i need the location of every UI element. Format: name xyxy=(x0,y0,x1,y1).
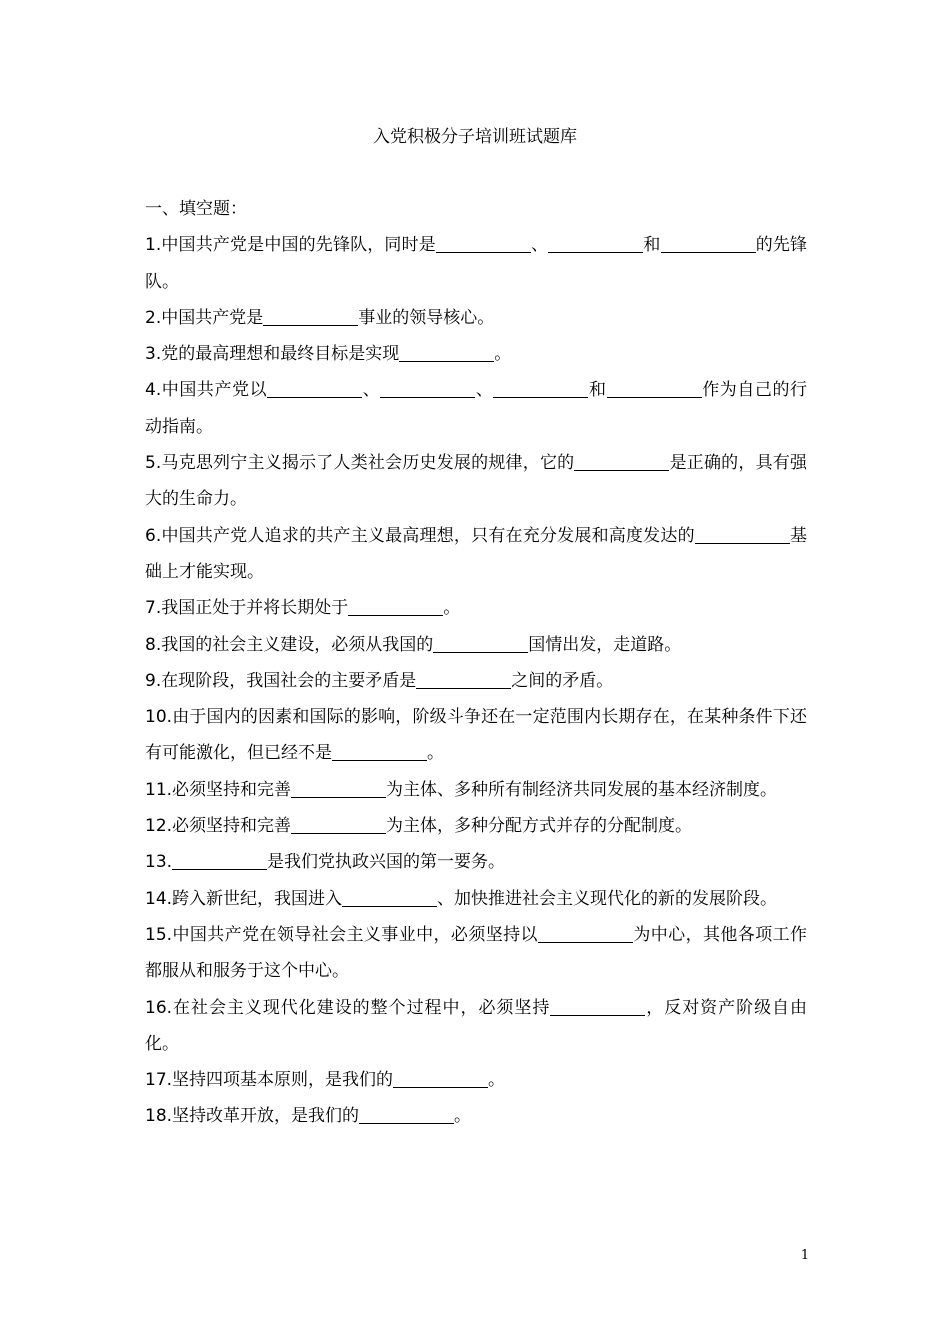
page-number: 1 xyxy=(800,1248,810,1263)
question-number: 15. xyxy=(145,924,173,945)
question-number: 18. xyxy=(145,1106,173,1127)
question-text: ，反对资产阶级自由化。 xyxy=(145,997,808,1054)
answer-blank[interactable] xyxy=(291,816,386,834)
question-text: 之间的矛盾。 xyxy=(511,670,614,691)
question-text: 中国共产党在领导社会主义事业中，必须坚持以 xyxy=(172,924,538,945)
question-11 xyxy=(145,772,807,808)
question-text: 我国的社会主义建设，必须从我国的 xyxy=(161,634,434,655)
answer-blank[interactable] xyxy=(436,235,531,253)
question-text: 由于国内的因素和国际的影响，阶级斗争还在一定范围内长期存在，在某种条件下还有可能激化，但已经不是 xyxy=(145,707,807,764)
question-8 xyxy=(145,627,807,663)
question-text: 在现阶段，我国社会的主要矛盾是 xyxy=(161,670,417,691)
answer-blank[interactable] xyxy=(433,635,528,653)
question-7 xyxy=(145,590,807,626)
question-number: 4. xyxy=(145,380,162,401)
question-text: 必须坚持和完善 xyxy=(172,816,292,837)
answer-blank[interactable] xyxy=(399,344,494,362)
question-text: 中国共产党是中国的先锋队，同时是 xyxy=(161,235,436,256)
answer-blank[interactable] xyxy=(291,780,386,798)
question-text: 、 xyxy=(530,235,549,256)
question-text: 为主体、多种所有制经济共同发展的基本经济制度。 xyxy=(386,779,778,800)
question-text: 。 xyxy=(488,1070,506,1091)
question-text: 。 xyxy=(427,743,444,764)
question-text: 基础上才能实现。 xyxy=(145,525,808,582)
question-number: 13. xyxy=(145,852,173,873)
question-text: 。 xyxy=(443,598,461,619)
question-text: 在社会主义现代化建设的整个过程中，必须坚持 xyxy=(172,997,551,1018)
answer-blank[interactable] xyxy=(574,453,669,471)
question-number: 12. xyxy=(145,816,173,837)
question-number: 2. xyxy=(145,307,162,328)
answer-blank[interactable] xyxy=(380,380,475,398)
answer-blank[interactable] xyxy=(661,235,756,253)
question-text: 为中心，其他各项工作都服从和服务于这个中心。 xyxy=(145,924,808,982)
answer-blank[interactable] xyxy=(263,308,358,326)
question-17 xyxy=(145,1062,807,1098)
question-number: 5. xyxy=(145,453,162,474)
question-text: 坚持改革开放，是我们的 xyxy=(172,1106,360,1127)
question-text: 事业的领导核心。 xyxy=(358,307,495,328)
question-13 xyxy=(145,844,807,880)
question-text: 的先锋队。 xyxy=(145,235,808,292)
question-text: 中国共产党以 xyxy=(161,380,268,401)
answer-blank[interactable] xyxy=(348,598,443,616)
question-text: 是正确的，具有强大的生命力。 xyxy=(145,453,807,510)
answer-blank[interactable] xyxy=(359,1106,454,1124)
answer-blank[interactable] xyxy=(550,998,645,1016)
question-9 xyxy=(145,663,807,699)
question-15 xyxy=(145,917,807,990)
question-text: 、 xyxy=(362,380,381,401)
question-text: 坚持四项基本原则，是我们的 xyxy=(172,1070,394,1091)
question-18 xyxy=(145,1098,807,1134)
question-text: 国情出发，走道路。 xyxy=(528,634,682,655)
question-text: 必须坚持和完善 xyxy=(172,779,292,800)
question-text: 。 xyxy=(494,344,512,365)
question-text: 跨入新世纪，我国进入 xyxy=(172,888,343,909)
question-16 xyxy=(145,990,807,1063)
question-text: 为主体，多种分配方式并存的分配制度。 xyxy=(386,816,693,837)
question-5 xyxy=(145,445,807,518)
question-10 xyxy=(145,699,807,772)
answer-blank[interactable] xyxy=(332,743,427,761)
question-number: 7. xyxy=(145,598,162,619)
question-number: 10. xyxy=(145,707,173,728)
question-text: 党的最高理想和最终目标是实现 xyxy=(161,344,400,365)
question-number: 17. xyxy=(145,1070,173,1091)
question-text: 中国共产党是 xyxy=(161,307,264,328)
question-number: 11. xyxy=(145,779,173,800)
question-text: 、 xyxy=(475,380,494,401)
question-text: 和 xyxy=(588,380,607,401)
question-number: 9. xyxy=(145,670,162,691)
question-text: 作为自己的行动指南。 xyxy=(145,380,808,437)
answer-blank[interactable] xyxy=(695,526,790,544)
answer-blank[interactable] xyxy=(172,852,267,870)
question-number: 14. xyxy=(145,888,173,909)
answer-blank[interactable] xyxy=(393,1070,488,1088)
question-number: 3. xyxy=(145,344,162,365)
question-number: 1. xyxy=(145,235,162,256)
document-title: 入党积极分子培训班试题库 xyxy=(373,127,577,147)
question-14 xyxy=(145,881,807,917)
question-text: 是我们党执政兴国的第一要务。 xyxy=(267,852,506,873)
question-number: 8. xyxy=(145,634,162,655)
question-text: 中国共产党人追求的共产主义最高理想，只有在充分发展和高度发达的 xyxy=(161,525,695,546)
question-1 xyxy=(145,227,807,300)
question-3 xyxy=(145,336,807,372)
question-4 xyxy=(145,372,807,445)
answer-blank[interactable] xyxy=(267,380,362,398)
section-heading: 一、填空题： xyxy=(145,199,247,219)
question-number: 16. xyxy=(145,997,173,1018)
question-12 xyxy=(145,808,807,844)
question-list xyxy=(145,191,807,1135)
answer-blank[interactable] xyxy=(416,671,511,689)
answer-blank[interactable] xyxy=(607,380,702,398)
question-2 xyxy=(145,300,807,336)
question-text: 、加快推进社会主义现代化的新的发展阶段。 xyxy=(437,888,778,909)
question-text: 。 xyxy=(454,1106,472,1127)
question-text: 和 xyxy=(643,235,661,256)
answer-blank[interactable] xyxy=(493,380,588,398)
answer-blank[interactable] xyxy=(342,889,437,907)
question-text: 马克思列宁主义揭示了人类社会历史发展的规律，它的 xyxy=(161,453,575,474)
question-6 xyxy=(145,518,807,591)
answer-blank[interactable] xyxy=(548,235,643,253)
question-number: 6. xyxy=(145,525,162,546)
question-text: 我国正处于并将长期处于 xyxy=(161,598,349,619)
answer-blank[interactable] xyxy=(538,925,633,943)
